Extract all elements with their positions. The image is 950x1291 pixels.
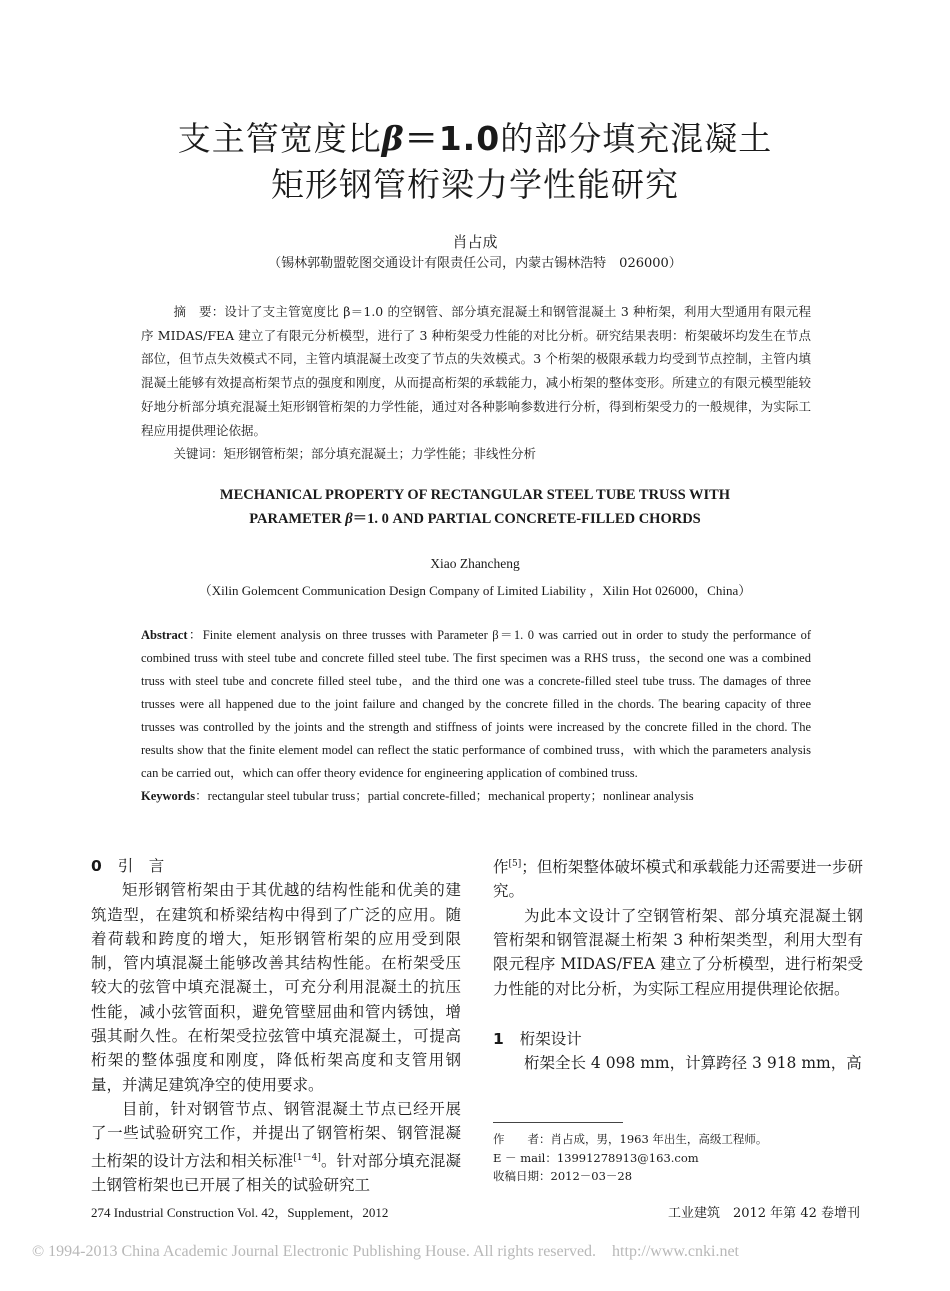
keywords-cn-label: 关键词： bbox=[173, 446, 224, 462]
author-cn: 肖占成 bbox=[452, 233, 498, 251]
intro-paragraph-2-end: 作[5]；但桁架整体破坏模式和承载能力还需要进一步研究。 bbox=[493, 858, 863, 901]
abstract-cn-label: 摘 要： bbox=[173, 304, 225, 319]
title-en-line-1: MECHANICAL PROPERTY OF RECTANGULAR STEEL TUBE TRUSS WITH bbox=[219, 487, 731, 503]
keywords-en: ：rectangular steel tubular truss；partial concrete-filled；mechanical property；nonlinear analysis bbox=[195, 789, 694, 803]
citation-1-4: [1－4] bbox=[293, 1152, 321, 1163]
footnote-author: 作 者：肖占成，男，1963 年出生，高级工程师。 bbox=[493, 1132, 768, 1146]
citation-5: [5] bbox=[508, 859, 522, 869]
keywords-en-label: Keywords bbox=[141, 789, 196, 803]
abstract-en-text: ：Finite element analysis on three trusses with Parameter β＝1. 0 was carried out in order to study the performance of combined truss with steel tube and concrete filled steel tube. The first specimen was a RHS truss，the second one was a combined truss with steel tube and concrete filled steel tube，and the third one was a concrete-filled steel tube truss. The damages of three trusses were all happened due to the joint failure and changed by the concrete filled in the chords. The bearing capacity of three trusses was controlled by the joints and the strength and stiffness of joints were increased by the concrete filled in the chord. The results show that the finite element model can reflect the static performance of combined truss，with which the parameters analysis can be carried out，which can offer theory evidence for engineering application of combined truss. bbox=[141, 628, 811, 780]
right-column bbox=[493, 852, 863, 1076]
footer-left: 274 Industrial Construction Vol. 42，Supplement，2012 bbox=[91, 1205, 389, 1220]
footer-right: 工业建筑 2012 年第 42 卷增刊 bbox=[667, 1206, 860, 1221]
paper-title-en bbox=[0, 483, 950, 531]
title-line-2: 矩形钢管桁梁力学性能研究 bbox=[271, 165, 679, 204]
intro-paragraph-1: 矩形钢管桁架由于其优越的结构性能和优美的建筑造型，在建筑和桥梁结构中得到了广泛的应用。随着荷载和跨度的增大，矩形钢管桁架的应用受到限制，管内填混凝土能够改善其结构性能。在桁架受压较大的弦管中填充混凝土，可充分利用混凝土的抗压性能，减小弦管面积，避免管壁屈曲和管内锈蚀，增强其耐久性。在桁架受拉弦管中填充混凝土，可提高桁架的整体强度和刚度，降低桁架高度和支管用钢量，并满足建筑净空的使用要求。 bbox=[91, 881, 461, 1094]
footnotes bbox=[493, 1130, 767, 1186]
title-line-1: 支主管宽度比β＝1.0的部分填充混凝土 bbox=[177, 119, 773, 158]
abstract-en bbox=[141, 624, 811, 808]
title-en-line-2: PARAMETER β＝1. 0 AND PARTIAL CONCRETE-FILLED CHORDS bbox=[249, 511, 701, 527]
left-column bbox=[91, 852, 461, 1197]
footnote-divider bbox=[493, 1122, 623, 1123]
abstract-cn bbox=[141, 300, 811, 466]
footnote-received: 收稿日期：2012－03－28 bbox=[493, 1169, 633, 1183]
abstract-en-label: Abstract bbox=[141, 628, 188, 642]
beta-symbol: β bbox=[381, 119, 405, 158]
author-en: Xiao Zhancheng bbox=[430, 556, 520, 571]
footnote-email: E － mail：13991278913@163.com bbox=[493, 1150, 699, 1165]
abstract-cn-text: 设计了支主管宽度比 β＝1.0 的空钢管、部分填充混凝土和钢管混凝土 3 种桁架，利用大型通用有限元程序 MIDAS/FEA 建立了有限元分析模型，进行了 3 种桁架受力性能的对比分析。研究结果表明：桁架破坏均发生在节点部位，但节点失效模式不同，主管内填混凝土改变了节点的失效模式。3 个桁架的极限承载力均受到节点控制，主管内填混凝土能够有效提高桁架节点的强度和刚度，从而提高桁架的承载能力，减小桁架的整体变形。所建立的有限元模型能较好地分析部分填充混凝土矩形钢管桁架的力学性能，通过对各种影响参数进行分析，得到桁架受力的一般规律，为实际工程应用提供理论依据。 bbox=[141, 304, 811, 438]
paper-title-cn bbox=[0, 116, 950, 208]
section-1-heading: 1 桁架设计 bbox=[493, 1029, 582, 1048]
beta-symbol-en: β bbox=[345, 511, 353, 527]
keywords-cn: 矩形钢管桁架；部分填充混凝土；力学性能；非线性分析 bbox=[223, 446, 537, 462]
affiliation-en: （Xilin Golemcent Communication Design Company of Limited Liability ，Xilin Hot 026000，China） bbox=[198, 583, 752, 598]
section-0-heading: 0 引 言 bbox=[91, 857, 165, 875]
section-1-paragraph: 桁架全长 4 098 mm，计算跨径 3 918 mm，高 bbox=[524, 1054, 862, 1073]
intro-paragraph-3: 为此本文设计了空钢管桁架、部分填充混凝土钢管桁架和钢管混凝土桁架 3 种桁架类型，利用大型有限元程序 MIDAS/FEA 建立了分析模型，进行桁架受力性能的对比分析，为实际工程应用提供理论依据。 bbox=[493, 906, 863, 998]
affiliation-cn: （锡林郭勒盟乾图交通设计有限责任公司，内蒙古锡林浩特 026000） bbox=[268, 256, 682, 271]
intro-paragraph-2-start: 目前，针对钢管节点、钢管混凝土节点已经开展了一些试验研究工作，并提出了钢管桁架、钢管混凝土桁架的设计方法和相关标准[1－4]。针对部分填充混凝土钢管桁架也已开展了相关的试验研究工 bbox=[91, 1099, 461, 1195]
copyright-notice: © 1994-2013 China Academic Journal Electronic Publishing House. All rights reserved. http://www.cnki.net bbox=[32, 1243, 739, 1260]
